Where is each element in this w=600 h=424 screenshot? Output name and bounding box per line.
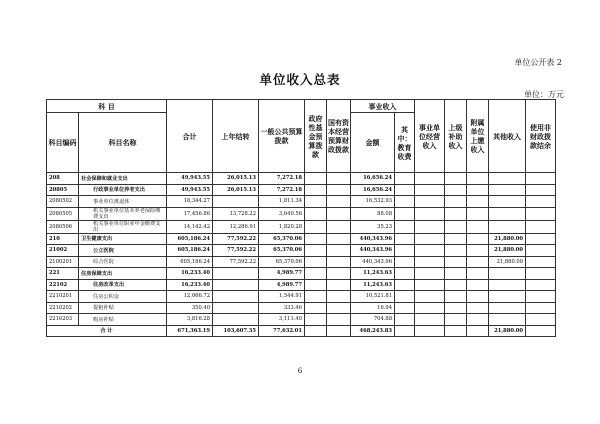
row-edu-fee-cell	[395, 173, 415, 185]
row-affiliated-cell	[467, 314, 489, 326]
row-amount-cell: 11,243.63	[351, 279, 395, 291]
row-carryover-cell: 77,592.22	[213, 256, 259, 268]
row-affiliated-cell	[467, 233, 489, 245]
table-row	[47, 196, 556, 208]
row-code: 2100201	[47, 256, 79, 268]
row-affiliated-cell	[467, 196, 489, 208]
total-carryover-cell: 103,607.35	[213, 325, 259, 337]
row-amount-cell: 704.88	[351, 314, 395, 326]
row-nonfiscal-cell	[526, 314, 556, 326]
header-operating-income: 事业单位经营收入	[415, 100, 445, 173]
row-other-cell	[489, 302, 526, 314]
row-state-capital-cell	[327, 196, 351, 208]
total-total-cell: 671,363.19	[167, 325, 213, 337]
row-general-cell: 1,811.34	[259, 196, 305, 208]
row-carryover-cell	[213, 302, 259, 314]
row-operating-cell	[415, 220, 445, 233]
table-row	[47, 245, 556, 257]
row-edu-fee-cell	[395, 245, 415, 257]
row-other-cell: 21,880.00	[489, 233, 526, 245]
row-gov-fund-cell	[305, 207, 327, 220]
row-state-capital-cell	[327, 207, 351, 220]
row-amount-cell: 35.23	[351, 220, 395, 233]
header-non-fiscal: 使用非财政拨款结余	[526, 100, 556, 173]
table-row	[47, 314, 556, 326]
row-general-cell: 7,272.18	[259, 184, 305, 196]
row-superior-cell	[445, 220, 467, 233]
row-state-capital-cell	[327, 302, 351, 314]
header-superior-subsidy: 上级补助收入	[445, 100, 467, 173]
row-total-cell: 49,943.55	[167, 184, 213, 196]
row-gov-fund-cell	[305, 184, 327, 196]
row-operating-cell	[415, 233, 445, 245]
header-carryover: 上年结转	[213, 100, 259, 173]
row-name: 行政事业单位养老支出	[79, 184, 167, 196]
header-amount: 金额	[351, 113, 395, 173]
row-name: 提租补贴	[79, 302, 167, 314]
total-state-capital-cell	[327, 325, 351, 337]
row-name: 住房改革支出	[79, 279, 167, 291]
row-amount-cell: 16.94	[351, 302, 395, 314]
row-operating-cell	[415, 245, 445, 257]
row-code: 2080505	[47, 207, 79, 220]
row-carryover-cell: 26,015.13	[213, 184, 259, 196]
table-body	[47, 173, 556, 337]
row-amount-cell: 88.08	[351, 207, 395, 220]
header-other-income: 其他收入	[489, 100, 526, 173]
table-row	[47, 207, 556, 220]
header-general-budget: 一般公共预算拨款	[259, 100, 305, 173]
table-row	[47, 279, 556, 291]
row-total-cell: 605,186.24	[167, 233, 213, 245]
row-operating-cell	[415, 279, 445, 291]
row-gov-fund-cell	[305, 302, 327, 314]
row-total-cell: 605,186.24	[167, 256, 213, 268]
row-superior-cell	[445, 184, 467, 196]
row-total-cell: 18,344.27	[167, 196, 213, 208]
row-general-cell: 65,370.06	[259, 256, 305, 268]
total-gov-fund-cell	[305, 325, 327, 337]
row-total-cell: 16,233.40	[167, 279, 213, 291]
row-edu-fee-cell	[395, 196, 415, 208]
row-edu-fee-cell	[395, 184, 415, 196]
row-code: 2080506	[47, 220, 79, 233]
row-other-cell	[489, 173, 526, 185]
row-total-cell: 17,456.86	[167, 207, 213, 220]
row-name: 公立医院	[79, 245, 167, 257]
row-total-cell: 49,943.55	[167, 173, 213, 185]
row-code: 221	[47, 268, 79, 280]
row-general-cell: 4,989.77	[259, 268, 305, 280]
row-affiliated-cell	[467, 173, 489, 185]
row-affiliated-cell	[467, 245, 489, 257]
row-amount-cell: 16,532.93	[351, 196, 395, 208]
row-carryover-cell	[213, 268, 259, 280]
row-gov-fund-cell	[305, 279, 327, 291]
row-superior-cell	[445, 173, 467, 185]
header-state-capital: 国有资本经营预算财政拨款	[327, 100, 351, 173]
row-gov-fund-cell	[305, 256, 327, 268]
total-superior-cell	[445, 325, 467, 337]
row-name: 住房保障支出	[79, 268, 167, 280]
row-affiliated-cell	[467, 256, 489, 268]
row-name: 社会保障和就业支出	[79, 173, 167, 185]
row-name: 综合医院	[79, 256, 167, 268]
row-general-cell: 65,370.06	[259, 233, 305, 245]
header-gov-fund: 政府性基金预算拨款	[305, 100, 327, 173]
row-general-cell: 3,111.40	[259, 314, 305, 326]
row-operating-cell	[415, 184, 445, 196]
header-subject: 科 目	[47, 100, 167, 113]
row-gov-fund-cell	[305, 291, 327, 303]
row-operating-cell	[415, 268, 445, 280]
row-other-cell	[489, 291, 526, 303]
row-state-capital-cell	[327, 256, 351, 268]
row-other-cell	[489, 279, 526, 291]
table-row	[47, 220, 556, 233]
row-state-capital-cell	[327, 220, 351, 233]
row-operating-cell	[415, 207, 445, 220]
row-general-cell: 1,544.91	[259, 291, 305, 303]
row-gov-fund-cell	[305, 220, 327, 233]
total-label: 合 计	[47, 325, 167, 337]
row-general-cell: 3,640.56	[259, 207, 305, 220]
row-amount-cell: 16,656.24	[351, 173, 395, 185]
total-other-cell: 21,880.00	[489, 325, 526, 337]
row-nonfiscal-cell	[526, 184, 556, 196]
row-nonfiscal-cell	[526, 256, 556, 268]
row-other-cell: 21,880.00	[489, 245, 526, 257]
row-edu-fee-cell	[395, 233, 415, 245]
header-affiliated-income: 附属单位上缴收入	[467, 100, 489, 173]
row-state-capital-cell	[327, 268, 351, 280]
page-number: 6	[297, 367, 303, 375]
header-business-income: 事业收入	[351, 100, 415, 113]
table-row	[47, 173, 556, 185]
row-general-cell: 1,820.28	[259, 220, 305, 233]
row-edu-fee-cell	[395, 291, 415, 303]
header-code: 科目编码	[47, 113, 79, 173]
row-total-cell: 14,142.42	[167, 220, 213, 233]
row-general-cell: 333.46	[259, 302, 305, 314]
row-state-capital-cell	[327, 184, 351, 196]
row-amount-cell: 440,343.96	[351, 256, 395, 268]
row-name: 住房公积金	[79, 291, 167, 303]
total-general-cell: 77,632.01	[259, 325, 305, 337]
row-affiliated-cell	[467, 268, 489, 280]
row-operating-cell	[415, 291, 445, 303]
row-name: 购房补贴	[79, 314, 167, 326]
unit-label: 单位：万元	[524, 90, 564, 99]
header-name: 科目名称	[79, 113, 167, 173]
row-general-cell: 7,272.18	[259, 173, 305, 185]
row-other-cell	[489, 184, 526, 196]
row-gov-fund-cell	[305, 245, 327, 257]
row-name: 卫生健康支出	[79, 233, 167, 245]
row-total-cell: 605,186.24	[167, 245, 213, 257]
row-other-cell	[489, 314, 526, 326]
row-amount-cell: 440,343.96	[351, 245, 395, 257]
row-total-cell: 16,233.40	[167, 268, 213, 280]
row-code: 208	[47, 173, 79, 185]
row-edu-fee-cell	[395, 302, 415, 314]
row-amount-cell: 16,656.24	[351, 184, 395, 196]
row-amount-cell: 10,521.81	[351, 291, 395, 303]
header-education-fee: 其中：教育收费	[395, 113, 415, 173]
row-carryover-cell	[213, 196, 259, 208]
row-other-cell: 21,880.00	[489, 256, 526, 268]
row-affiliated-cell	[467, 302, 489, 314]
row-superior-cell	[445, 291, 467, 303]
row-code: 2080502	[47, 196, 79, 208]
table-row	[47, 184, 556, 196]
row-superior-cell	[445, 233, 467, 245]
row-affiliated-cell	[467, 184, 489, 196]
row-superior-cell	[445, 302, 467, 314]
row-affiliated-cell	[467, 220, 489, 233]
row-state-capital-cell	[327, 245, 351, 257]
row-carryover-cell: 26,015.13	[213, 173, 259, 185]
row-state-capital-cell	[327, 291, 351, 303]
row-edu-fee-cell	[395, 268, 415, 280]
row-carryover-cell	[213, 291, 259, 303]
row-code: 21002	[47, 245, 79, 257]
row-carryover-cell	[213, 279, 259, 291]
row-total-cell: 350.40	[167, 302, 213, 314]
row-state-capital-cell	[327, 314, 351, 326]
row-state-capital-cell	[327, 173, 351, 185]
row-code: 22102	[47, 279, 79, 291]
row-carryover-cell	[213, 314, 259, 326]
row-code: 20805	[47, 184, 79, 196]
total-operating-cell	[415, 325, 445, 337]
row-edu-fee-cell	[395, 256, 415, 268]
table-row	[47, 302, 556, 314]
row-edu-fee-cell	[395, 279, 415, 291]
row-gov-fund-cell	[305, 314, 327, 326]
row-affiliated-cell	[467, 279, 489, 291]
row-nonfiscal-cell	[526, 207, 556, 220]
total-row	[47, 325, 556, 337]
row-carryover-cell: 77,592.22	[213, 233, 259, 245]
table-row	[47, 268, 556, 280]
row-superior-cell	[445, 196, 467, 208]
row-superior-cell	[445, 207, 467, 220]
row-amount-cell: 11,243.63	[351, 268, 395, 280]
row-other-cell	[489, 207, 526, 220]
row-gov-fund-cell	[305, 173, 327, 185]
row-state-capital-cell	[327, 279, 351, 291]
page-title: 单位收入总表	[259, 72, 341, 87]
row-nonfiscal-cell	[526, 279, 556, 291]
row-nonfiscal-cell	[526, 302, 556, 314]
row-gov-fund-cell	[305, 268, 327, 280]
row-amount-cell: 440,343.96	[351, 233, 395, 245]
row-general-cell: 4,989.77	[259, 279, 305, 291]
row-name: 机关事业单位基本养老保险缴费支出	[79, 207, 167, 220]
row-edu-fee-cell	[395, 314, 415, 326]
row-gov-fund-cell	[305, 233, 327, 245]
table-row	[47, 233, 556, 245]
row-nonfiscal-cell	[526, 245, 556, 257]
row-code: 2210201	[47, 291, 79, 303]
row-superior-cell	[445, 279, 467, 291]
row-edu-fee-cell	[395, 220, 415, 233]
row-operating-cell	[415, 196, 445, 208]
row-nonfiscal-cell	[526, 196, 556, 208]
row-superior-cell	[445, 268, 467, 280]
row-superior-cell	[445, 314, 467, 326]
table-row	[47, 291, 556, 303]
header-total: 合计	[167, 100, 213, 173]
income-summary-table	[46, 99, 556, 337]
row-carryover-cell: 77,592.22	[213, 245, 259, 257]
row-nonfiscal-cell	[526, 291, 556, 303]
row-superior-cell	[445, 245, 467, 257]
row-general-cell: 65,370.06	[259, 245, 305, 257]
row-other-cell	[489, 196, 526, 208]
row-state-capital-cell	[327, 233, 351, 245]
row-operating-cell	[415, 302, 445, 314]
row-affiliated-cell	[467, 207, 489, 220]
row-code: 2210202	[47, 302, 79, 314]
total-affiliated-cell	[467, 325, 489, 337]
row-nonfiscal-cell	[526, 268, 556, 280]
row-total-cell: 3,816.28	[167, 314, 213, 326]
total-nonfiscal-cell	[526, 325, 556, 337]
row-total-cell: 12,066.72	[167, 291, 213, 303]
row-operating-cell	[415, 173, 445, 185]
row-nonfiscal-cell	[526, 173, 556, 185]
total-amount-cell: 468,243.83	[351, 325, 395, 337]
row-carryover-cell: 12,286.91	[213, 220, 259, 233]
row-edu-fee-cell	[395, 207, 415, 220]
total-edu-fee-cell	[395, 325, 415, 337]
row-affiliated-cell	[467, 291, 489, 303]
row-gov-fund-cell	[305, 196, 327, 208]
row-name: 机关事业单位职业年金缴费支出	[79, 220, 167, 233]
row-name: 事业单位离退休	[79, 196, 167, 208]
row-code: 2210203	[47, 314, 79, 326]
row-carryover-cell: 13,728.22	[213, 207, 259, 220]
row-other-cell	[489, 220, 526, 233]
table-row	[47, 256, 556, 268]
row-other-cell	[489, 268, 526, 280]
row-operating-cell	[415, 314, 445, 326]
row-nonfiscal-cell	[526, 233, 556, 245]
row-code: 210	[47, 233, 79, 245]
row-operating-cell	[415, 256, 445, 268]
page-label: 单位公开表 2	[514, 58, 562, 67]
row-nonfiscal-cell	[526, 220, 556, 233]
row-superior-cell	[445, 256, 467, 268]
